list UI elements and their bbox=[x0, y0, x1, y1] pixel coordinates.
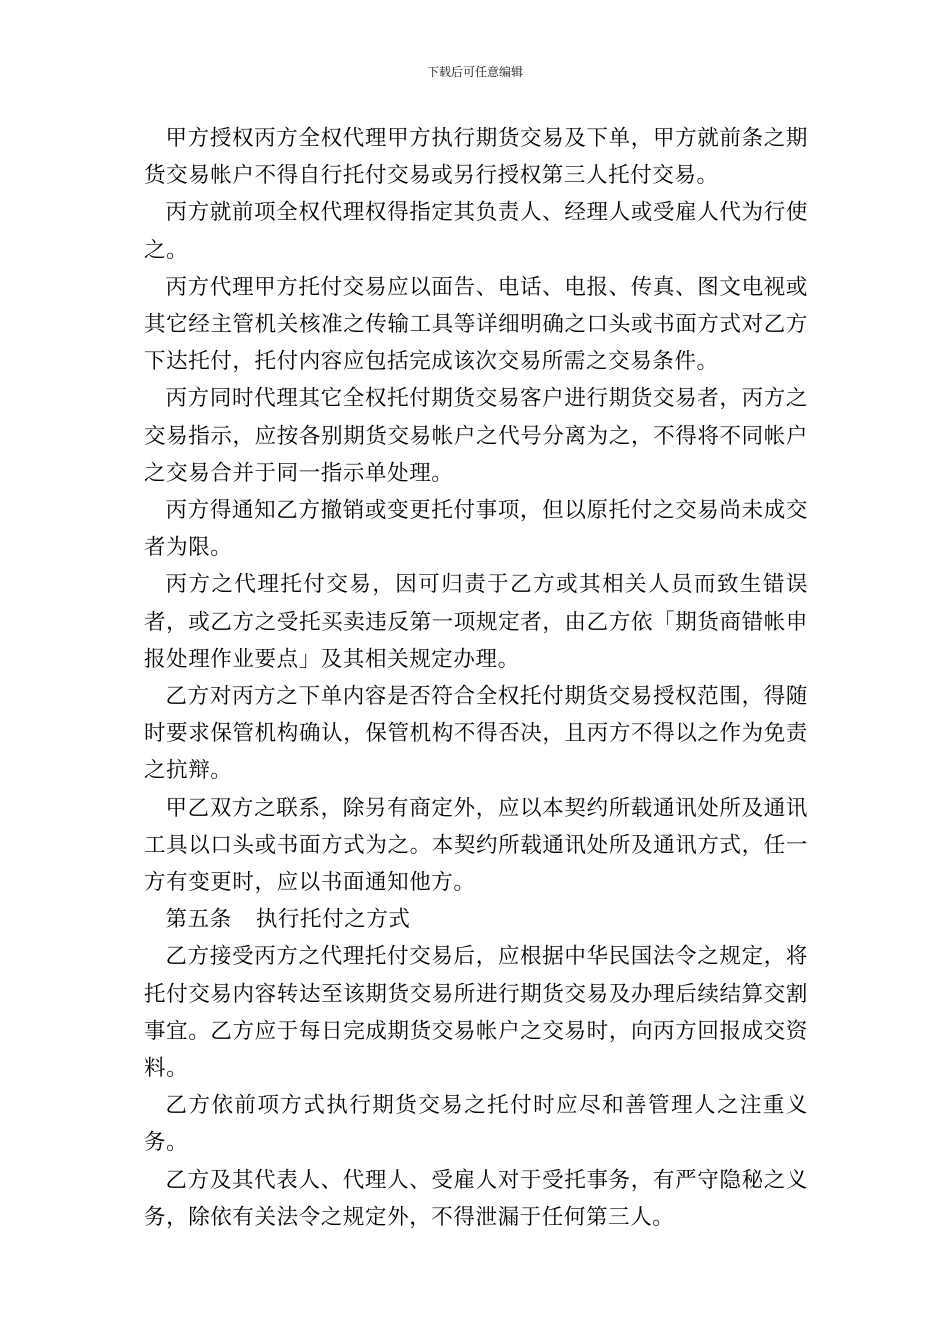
paragraph: 丙方得通知乙方撤销或变更托付事项，但以原托付之交易尚未成交者为限。 bbox=[144, 498, 808, 561]
paragraph: 丙方代理甲方托付交易应以面告、电话、电报、传真、图文电视或其它经主管机关核准之传输工具等详细明确之口头或书面方式对乙方下达托付，托付内容应包括完成该次交易所需之交易条件。 bbox=[144, 274, 808, 375]
section-number: 第五条 bbox=[165, 907, 232, 933]
paragraph: 丙方就前项全权代理权得指定其负责人、经理人或受雇人代为行使之。 bbox=[144, 200, 808, 263]
paragraph: 乙方依前项方式执行期货交易之托付时应尽和善管理人之注重义务。 bbox=[144, 1093, 808, 1156]
paragraph: 丙方之代理托付交易，因可归责于乙方或其相关人员而致生错误者，或乙方之受托买卖违反第一项规定者，由乙方依「期货商错帐申报处理作业要点」及其相关规定办理。 bbox=[144, 572, 808, 672]
paragraph: 甲乙双方之联系，除另有商定外，应以本契约所载通讯处所及通讯工具以口头或书面方式为之。本契约所载通讯处所及通讯方式，任一方有变更时，应以书面通知他方。 bbox=[144, 795, 808, 896]
paragraph: 甲方授权丙方全权代理甲方执行期货交易及下单，甲方就前条之期货交易帐户不得自行托付交易或另行授权第三人托付交易。 bbox=[144, 126, 808, 189]
paragraph: 丙方同时代理其它全权托付期货交易客户进行期货交易者，丙方之交易指示，应按各别期货交易帐户之代号分离为之，不得将不同帐户之交易合并于同一指示单处理。 bbox=[144, 386, 808, 486]
section-heading bbox=[144, 901, 808, 938]
page-header: 下载后可任意编辑 bbox=[426, 65, 523, 79]
document-body bbox=[144, 120, 808, 1236]
paragraph: 乙方及其代表人、代理人、受雇人对于受托事务，有严守隐秘之义务，除依有关法令之规定外，不得泄漏于任何第三人。 bbox=[144, 1167, 808, 1230]
paragraph: 乙方接受丙方之代理托付交易后，应根据中华民国法令之规定，将托付交易内容转达至该期货交易所进行期货交易及办理后续结算交割事宜。乙方应于每日完成期货交易帐户之交易时，向丙方回报成交资料。 bbox=[144, 944, 808, 1082]
paragraph: 乙方对丙方之下单内容是否符合全权托付期货交易授权范围，得随时要求保管机构确认，保管机构不得否决，且丙方不得以之作为免责之抗辩。 bbox=[144, 684, 808, 784]
section-title: 执行托付之方式 bbox=[255, 907, 411, 933]
